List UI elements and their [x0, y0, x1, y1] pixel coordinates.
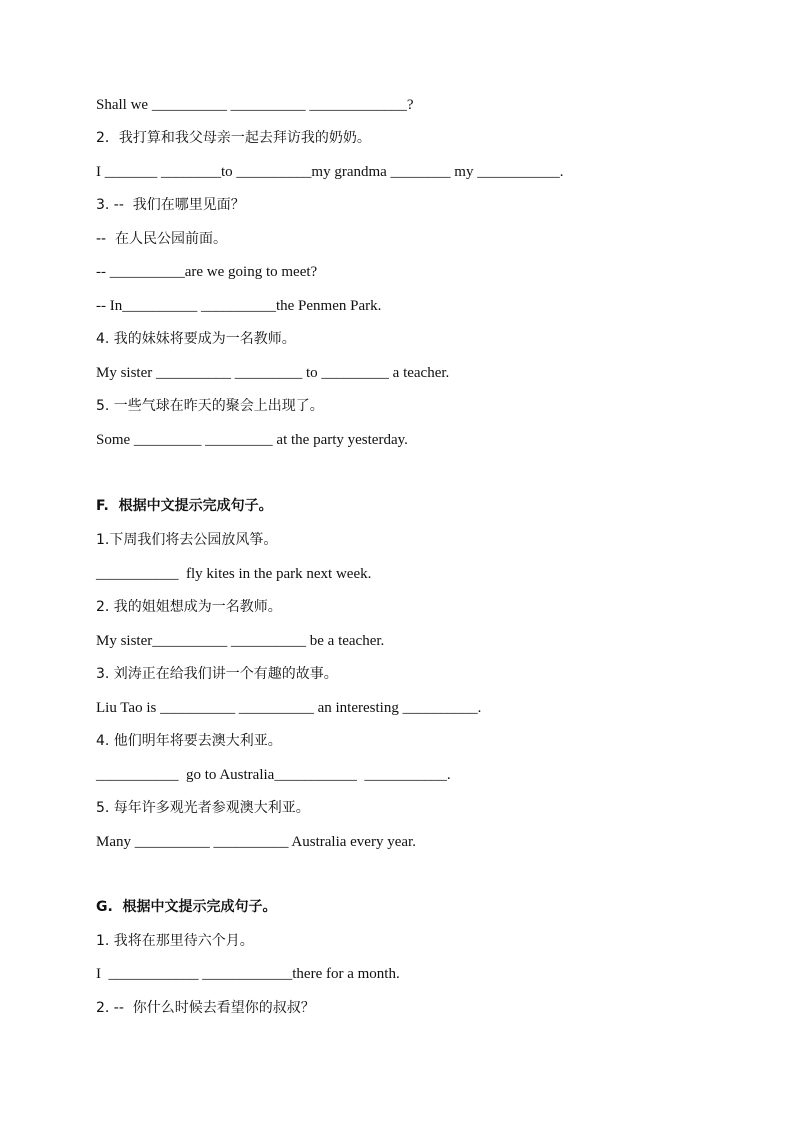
question-prompt: 3. 刘涛正在给我们讲一个有趣的故事。 — [96, 666, 338, 682]
sentence-blank-line: I _______ ________to __________my grandma ________ my ___________. — [96, 164, 564, 180]
sentence-blank-line: Shall we __________ __________ _____________? — [96, 97, 414, 113]
section-heading-f: F. 根据中文提示完成句子。 — [96, 498, 273, 514]
question-prompt: 2. -- 你什么时候去看望你的叔叔？ — [96, 1000, 315, 1016]
question-prompt: 4. 我的妹妹将要成为一名教师。 — [96, 331, 296, 347]
sentence-blank-line: Liu Tao is __________ __________ an interesting __________. — [96, 700, 482, 716]
sentence-blank-line: ___________ fly kites in the park next week. — [96, 566, 372, 582]
question-prompt: 2. 我的姐姐想成为一名教师。 — [96, 599, 282, 615]
section-heading-g: G. 根据中文提示完成句子。 — [96, 899, 277, 915]
question-prompt: 1. 我将在那里待六个月。 — [96, 933, 254, 949]
question-prompt: 4. 他们明年将要去澳大利亚。 — [96, 733, 282, 749]
sentence-blank-line: ___________ go to Australia___________ ___________. — [96, 767, 451, 783]
question-prompt: 2．我打算和我父母亲一起去拜访我的奶奶。 — [96, 130, 371, 146]
sentence-blank-line: My sister__________ __________ be a teacher. — [96, 633, 385, 649]
question-prompt: -- 在人民公园前面。 — [96, 231, 228, 247]
question-prompt: 3. -- 我们在哪里见面？ — [96, 197, 245, 213]
sentence-blank-line: -- In__________ __________the Penmen Park. — [96, 298, 382, 314]
sentence-blank-line: I ____________ ____________there for a month. — [96, 966, 400, 982]
sentence-blank-line: Many __________ __________ Australia every year. — [96, 834, 416, 850]
sentence-blank-line: -- __________are we going to meet? — [96, 264, 318, 280]
sentence-blank-line: My sister __________ _________ to _________ a teacher. — [96, 365, 450, 381]
sentence-blank-line: Some _________ _________ at the party yesterday. — [96, 432, 408, 448]
question-prompt: 5. 一些气球在昨天的聚会上出现了。 — [96, 398, 324, 414]
question-prompt: 1.下周我们将去公园放风筝。 — [96, 532, 278, 548]
question-prompt: 5. 每年许多观光者参观澳大利亚。 — [96, 800, 310, 816]
